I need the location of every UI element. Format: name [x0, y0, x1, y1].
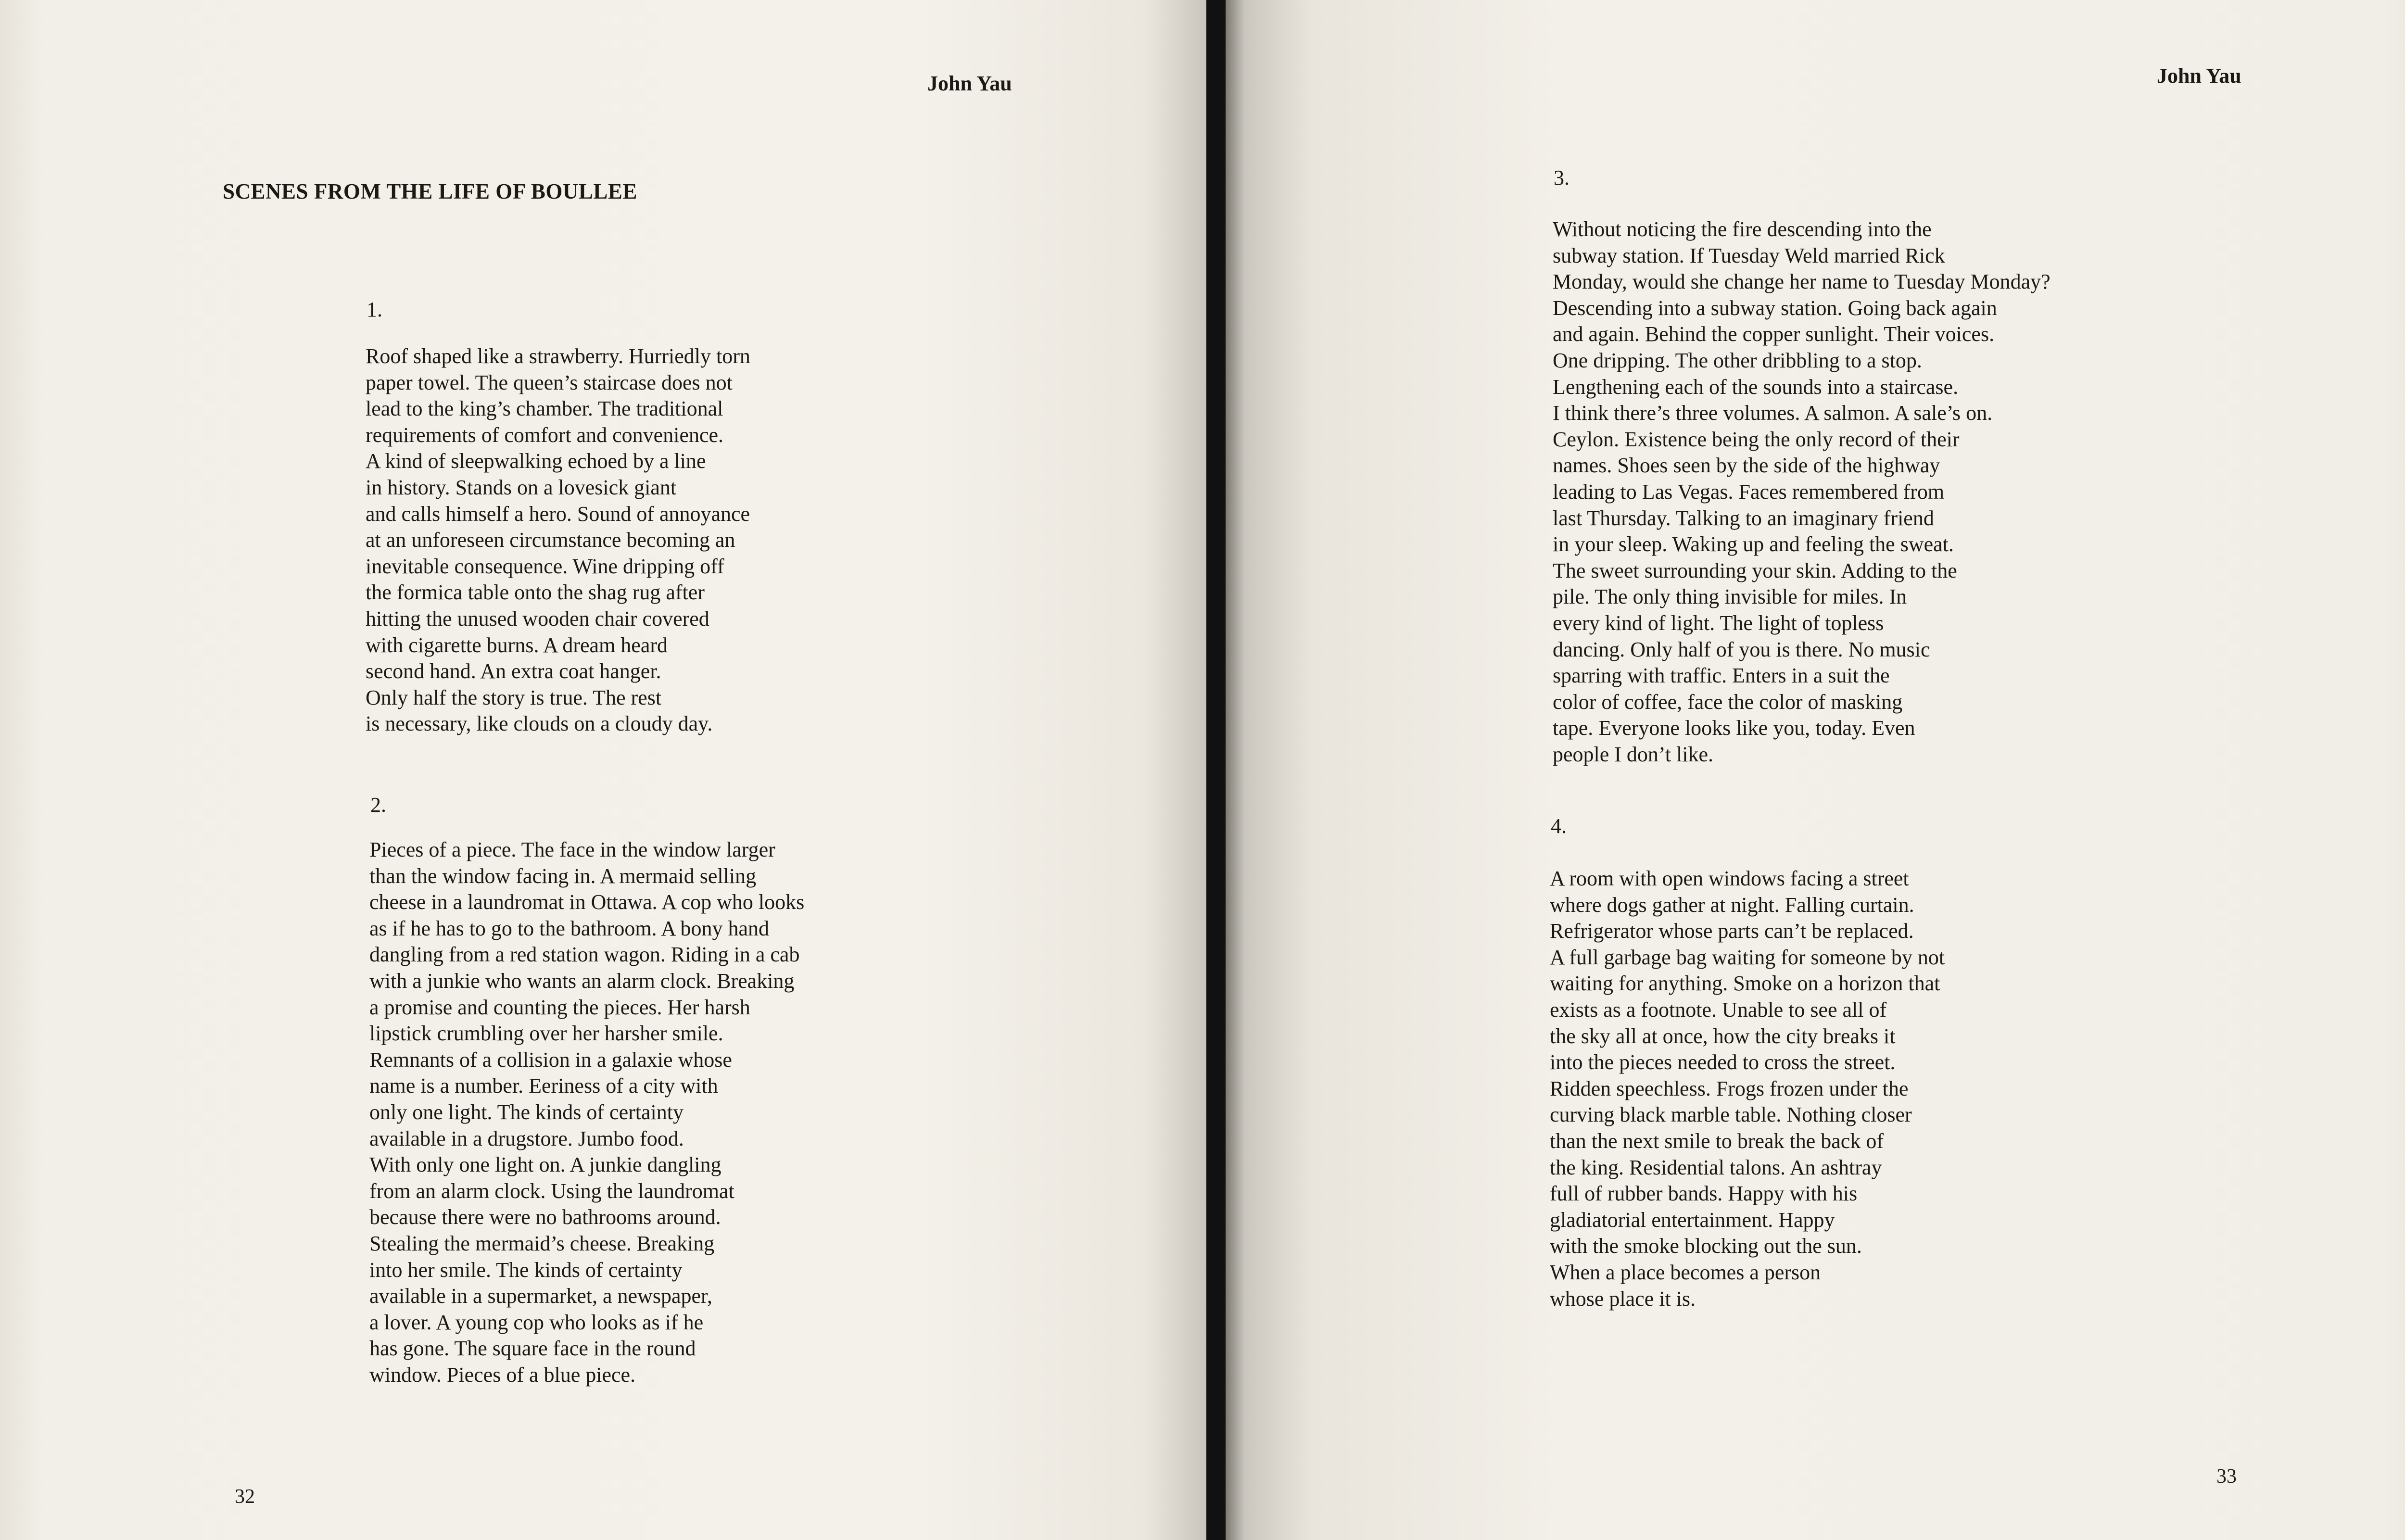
poem-line: at an unforeseen circumstance becoming an	[366, 528, 735, 552]
poem-line: second hand. An extra coat hanger.	[366, 659, 661, 683]
poem-line: whose place it is.	[1550, 1287, 1696, 1311]
poem-line: gladiatorial entertainment. Happy	[1550, 1208, 1835, 1232]
poem-line: lead to the king’s chamber. The traditional	[366, 397, 723, 421]
section-number-4: 4.	[1551, 814, 1567, 838]
stanza-section-2	[369, 837, 804, 1388]
poem-line: tape. Everyone looks like you, today. Even	[1553, 716, 1915, 740]
poem-line: names. Shoes seen by the side of the highway	[1553, 454, 1940, 478]
poem-line: Lengthening each of the sounds into a staircase.	[1553, 375, 1959, 399]
poem-line: is necessary, like clouds on a cloudy day.	[366, 712, 713, 736]
poem-line: Descending into a subway station. Going back again	[1553, 296, 1997, 320]
poem-line: a promise and counting the pieces. Her harsh	[369, 995, 750, 1019]
poem-line: When a place becomes a person	[1550, 1260, 1821, 1284]
poem-line: Without noticing the fire descending into the	[1553, 217, 1932, 241]
section-number-1: 1.	[367, 298, 382, 321]
poem-line: full of rubber bands. Happy with his	[1550, 1182, 1858, 1206]
stanza-section-1	[366, 343, 750, 737]
poem-line: in your sleep. Waking up and feeling the sweat.	[1553, 532, 1954, 556]
poem-line: Ridden speechless. Frogs frozen under the	[1550, 1076, 1909, 1100]
poem-line: available in a supermarket, a newspaper,	[369, 1284, 712, 1308]
poem-line: The sweet surrounding your skin. Adding to the	[1553, 558, 1957, 582]
poem-line: One dripping. The other dribbling to a stop.	[1553, 348, 1922, 372]
poem-line: Stealing the mermaid’s cheese. Breaking	[369, 1231, 715, 1255]
poem-line: in history. Stands on a lovesick giant	[366, 475, 677, 499]
poem-line: has gone. The square face in the round	[369, 1337, 696, 1361]
running-header-right: John Yau	[2157, 64, 2241, 88]
stanza-section-4	[1550, 866, 1945, 1312]
poem-line: dancing. Only half of you is there. No music	[1553, 637, 1930, 661]
poem-line: window. Pieces of a blue piece.	[369, 1363, 636, 1387]
poem-line: pile. The only thing invisible for miles. In	[1553, 585, 1907, 609]
poem-line: last Thursday. Talking to an imaginary friend	[1553, 506, 1934, 530]
stanza-section-3	[1553, 216, 2051, 768]
poem-line: waiting for anything. Smoke on a horizon that	[1550, 972, 1940, 996]
poem-line: into her smile. The kinds of certainty	[369, 1258, 683, 1282]
poem-line: curving black marble table. Nothing closer	[1550, 1103, 1912, 1127]
poem-line: with cigarette burns. A dream heard	[366, 633, 668, 657]
right-page	[1226, 0, 2405, 1540]
poem-line: Pieces of a piece. The face in the window larger	[369, 838, 775, 861]
poem-line: paper towel. The queen’s staircase does not	[366, 370, 733, 394]
poem-line: Refrigerator whose parts can’t be replaced.	[1550, 919, 1914, 943]
poem-line: with a junkie who wants an alarm clock. Breaking	[369, 969, 795, 993]
poem-line: hitting the unused wooden chair covered	[366, 606, 709, 631]
poem-line: exists as a footnote. Unable to see all of	[1550, 997, 1887, 1022]
poem-line: With only one light on. A junkie dangling	[369, 1153, 722, 1177]
poem-line: only one light. The kinds of certainty	[369, 1100, 684, 1124]
poem-line: the sky all at once, how the city breaks it	[1550, 1024, 1896, 1048]
poem-line: and again. Behind the copper sunlight. Their voices.	[1553, 322, 1995, 346]
poem-line: from an alarm clock. Using the laundromat	[369, 1179, 734, 1203]
poem-line: as if he has to go to the bathroom. A bony hand	[369, 916, 769, 940]
poem-line: leading to Las Vegas. Faces remembered from	[1553, 480, 1945, 504]
poem-line: and calls himself a hero. Sound of annoyance	[366, 502, 750, 526]
poem-line: Ceylon. Existence being the only record of their	[1553, 427, 1960, 451]
poem-line: inevitable consequence. Wine dripping off	[366, 554, 724, 578]
poem-line: Monday, would she change her name to Tuesday Monday?	[1553, 270, 2051, 294]
poem-line: with the smoke blocking out the sun.	[1550, 1234, 1862, 1258]
book-gutter	[1206, 0, 1226, 1540]
poem-line: I think there’s three volumes. A salmon. A sale’s on.	[1553, 401, 1993, 425]
section-number-3: 3.	[1554, 166, 1570, 189]
poem-line: every kind of light. The light of topless	[1553, 611, 1884, 635]
poem-line: name is a number. Eeriness of a city with	[369, 1074, 718, 1098]
poem-line: A full garbage bag waiting for someone by not	[1550, 945, 1945, 969]
poem-line: dangling from a red station wagon. Riding in a cab	[369, 943, 800, 967]
page-number-right: 33	[2216, 1465, 2237, 1488]
poem-line: sparring with traffic. Enters in a suit the	[1553, 664, 1890, 688]
poem-line: the king. Residential talons. An ashtray	[1550, 1155, 1882, 1179]
poem-line: A room with open windows facing a street	[1550, 867, 1909, 890]
poem-line: requirements of comfort and convenience.	[366, 423, 724, 447]
page-number-left: 32	[235, 1486, 255, 1508]
section-number-2: 2.	[370, 793, 386, 817]
poem-line: lipstick crumbling over her harsher smile.	[369, 1022, 723, 1046]
poem-line: than the next smile to break the back of	[1550, 1129, 1884, 1153]
poem-line: A kind of sleepwalking echoed by a line	[366, 449, 706, 473]
poem-line: available in a drugstore. Jumbo food.	[369, 1126, 684, 1150]
poem-line: where dogs gather at night. Falling curtain.	[1550, 893, 1914, 917]
poem-line: the formica table onto the shag rug after	[366, 581, 705, 605]
running-header-left: John Yau	[927, 72, 1012, 95]
poem-line: people I don’t like.	[1553, 742, 1713, 766]
poem-line: color of coffee, face the color of masking	[1553, 690, 1903, 714]
poem-title: SCENES FROM THE LIFE OF BOULLEE	[223, 179, 637, 203]
poem-line: Only half the story is true. The rest	[366, 685, 662, 709]
poem-line: than the window facing in. A mermaid selling	[369, 864, 757, 888]
poem-line: because there were no bathrooms around.	[369, 1205, 721, 1229]
poem-line: Roof shaped like a strawberry. Hurriedly torn	[366, 344, 750, 368]
poem-line: a lover. A young cop who looks as if he	[369, 1310, 704, 1334]
poem-line: Remnants of a collision in a galaxie whose	[369, 1048, 732, 1072]
poem-line: into the pieces needed to cross the street.	[1550, 1050, 1896, 1074]
poem-line: subway station. If Tuesday Weld married Rick	[1553, 243, 1945, 267]
poem-line: cheese in a laundromat in Ottawa. A cop who looks	[369, 890, 805, 914]
